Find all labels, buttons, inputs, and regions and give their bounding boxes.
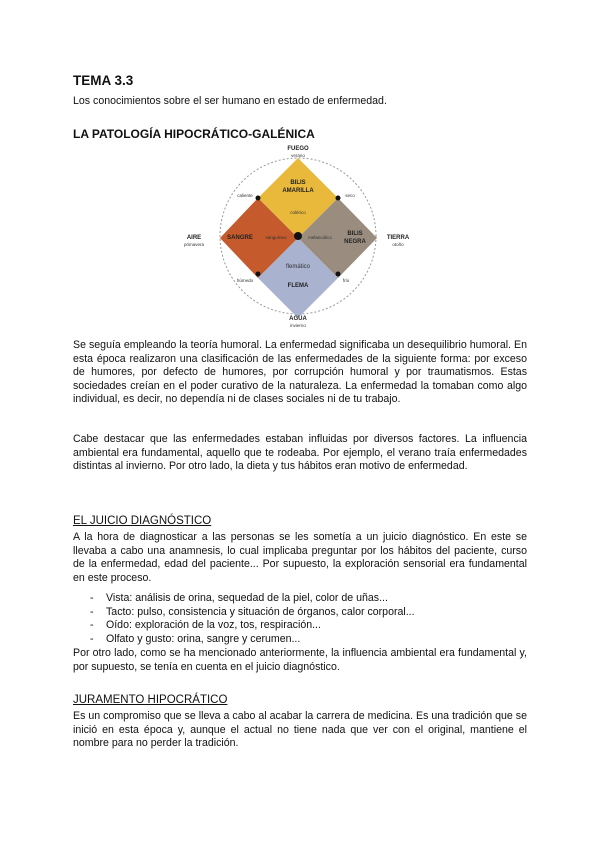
label-fuego: FUEGO <box>287 146 309 152</box>
page-title: TEMA 3.3 <box>73 73 134 88</box>
paragraph: A la hora de diagnosticar a las personas se les sometía a un juicio diagnóstico. En este se llevaba a cabo una anamnesis, lo cual implicaba preguntar por los hábitos del paciente, curso de la enfermedad, edad del paciente... Por supuesto, la exploración sensorial era fundamental en este proceso. <box>73 531 527 584</box>
list-item: - Oído: exploración de la voz, tos, respiración... <box>73 619 527 633</box>
paragraph: Cabe destacar que las enfermedades estaban influidas por diversos factores. La influencia ambiental era fundamental, aquello que te rodeaba. Por ejemplo, el verano traía enfermedades distintas al invierno. Por otro lado, la dieta y tus hábitos eran motivo de enfermedad. <box>73 433 527 473</box>
label-otono: otoño <box>392 242 404 247</box>
paragraph: Se seguía empleando la teoría humoral. La enfermedad significaba un desequilibrio humoral. En esta época realizaron una clasificación de las enfermedades de la siguiente forma: por exceso de humores, por defecto de humores, por corrupción humoral y por traumatismos. Estas sociedades creían en el poder curativo de la naturaleza. La enfermedad la tomaban como algo individual, es decir, no dependía ni de clases sociales ni de tu trabajo. <box>73 339 527 406</box>
label-colerico: colérico <box>290 210 306 215</box>
label-sanguineo: sanguíneo <box>265 235 287 240</box>
label-bilis-amarilla-1: BILIS <box>290 180 306 186</box>
senses-list <box>73 592 527 646</box>
label-aire: AIRE <box>186 235 202 241</box>
label-flematico: flemático <box>285 264 311 270</box>
center-dot <box>294 232 302 240</box>
list-item: - Tacto: pulso, consistencia y situación de órganos, calor corporal... <box>73 606 527 620</box>
paragraph: Es un compromiso que se lleva a cabo al acabar la carrera de medicina. Es una tradición que se inició en esta época y, aunque el actual no tiene nada que ver con el original, mantiene el nombre para no perder la tradición. <box>73 710 527 750</box>
label-agua: AGUA <box>289 316 307 322</box>
humors-diagram <box>180 140 415 330</box>
label-bilis-amarilla-2: AMARILLA <box>282 188 314 194</box>
label-frio: frío <box>342 278 350 283</box>
list-item: - Vista: análisis de orina, sequedad de la piel, color de uñas... <box>73 592 527 606</box>
label-melancolico: melancólico <box>308 235 332 240</box>
section-heading-juramento: JURAMENTO HIPOCRÁTICO <box>73 694 228 706</box>
paragraph: Por otro lado, como se ha mencionado anteriormente, la influencia ambiental era fundamental y, por supuesto, se tenía en cuenta en el juicio diagnóstico. <box>73 647 527 673</box>
label-caliente: caliente <box>237 193 253 198</box>
label-tierra: TIERRA <box>386 235 410 241</box>
label-sangre: SANGRE <box>227 235 253 241</box>
section-heading-juicio: EL JUICIO DIAGNÓSTICO <box>73 515 212 527</box>
label-humedo: húmedo <box>236 278 254 283</box>
label-primavera: primavera <box>183 242 205 247</box>
label-verano: verano <box>291 153 305 158</box>
subtitle: Los conocimientos sobre el ser humano en estado de enfermedad. <box>73 95 387 107</box>
list-item: - Olfato y gusto: orina, sangre y cerumen... <box>73 633 527 647</box>
label-bilis-negra-2: NEGRA <box>344 239 366 245</box>
label-flema: FLEMA <box>287 283 309 289</box>
section-heading-patologia: LA PATOLOGÍA HIPOCRÁTICO-GALÉNICA <box>73 127 315 141</box>
label-invierno: invierno <box>290 323 306 328</box>
label-seco: seco <box>345 193 355 198</box>
label-bilis-negra-1: BILIS <box>347 231 363 237</box>
